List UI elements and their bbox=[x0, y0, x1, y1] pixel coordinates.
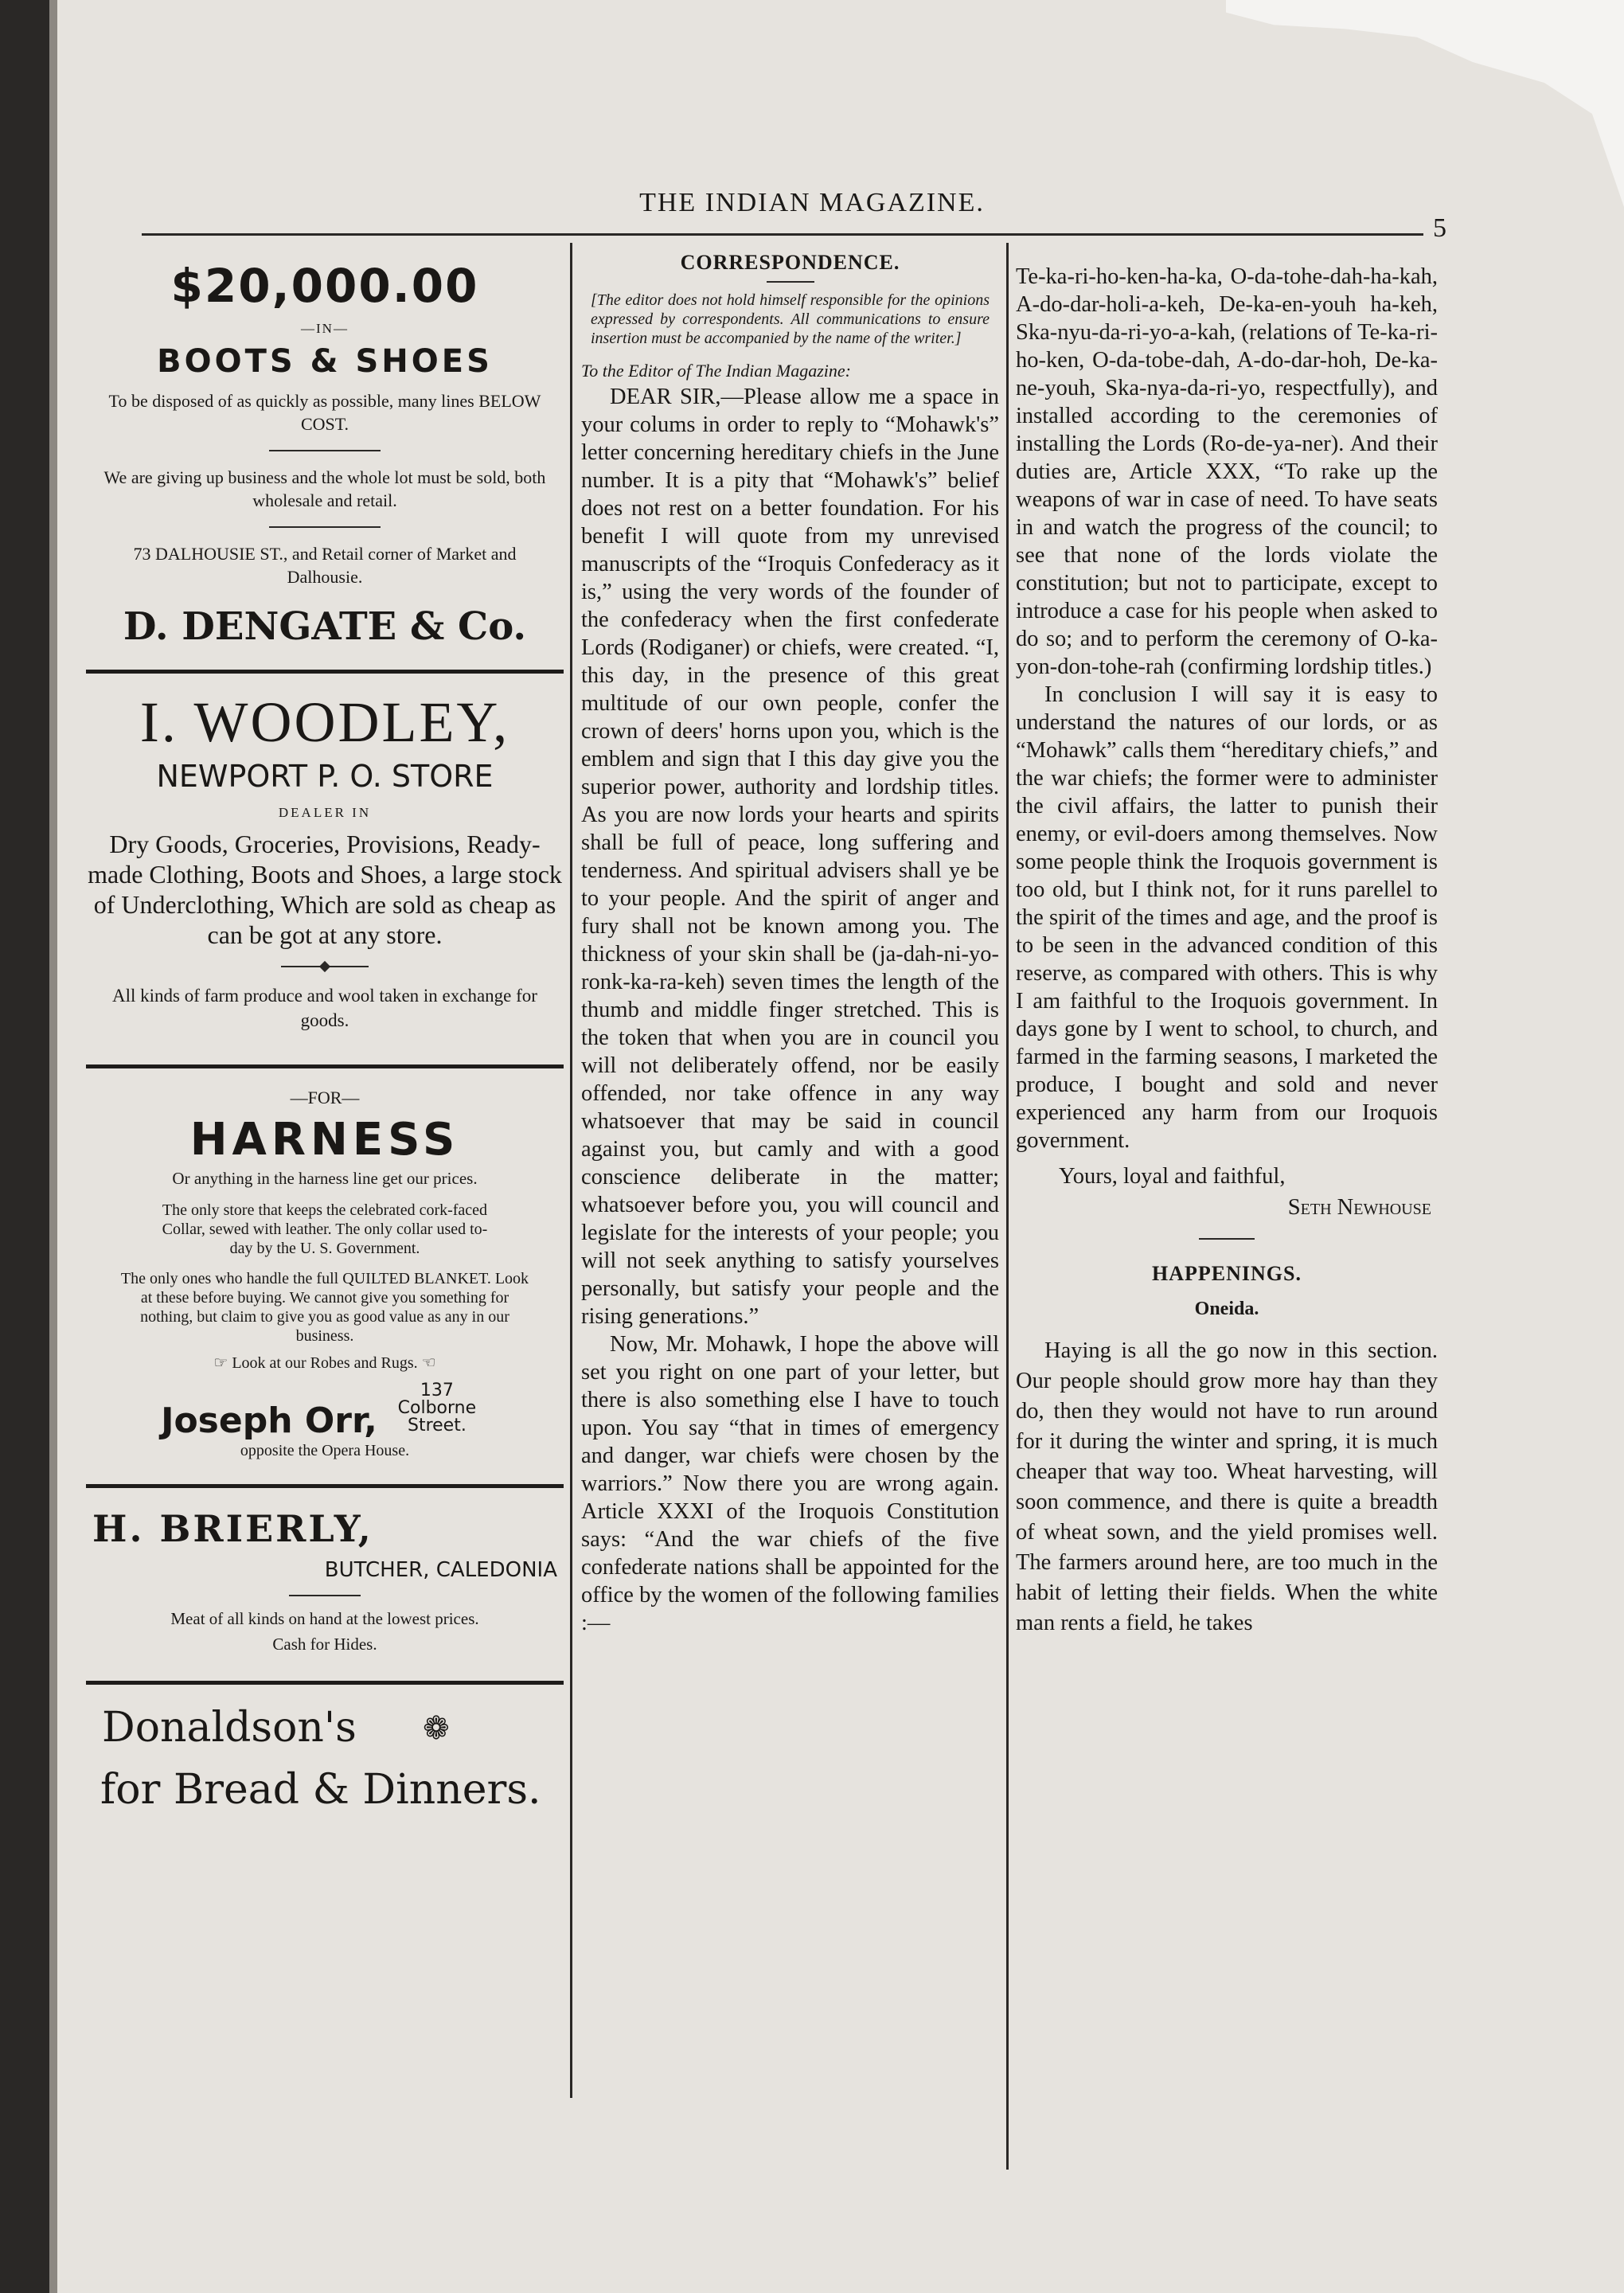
ad-separator bbox=[86, 1484, 564, 1488]
section-heading: CORRESPONDENCE. bbox=[680, 251, 900, 274]
ad-separator bbox=[86, 1681, 564, 1685]
ad-location: opposite the Opera House. bbox=[240, 1442, 410, 1459]
subheading: Oneida. bbox=[1194, 1299, 1259, 1319]
torn-corner bbox=[1226, 0, 1624, 207]
ad-text: Or anything in the harness line get our prices. bbox=[172, 1169, 478, 1188]
salutation: To the Editor of The Indian Magazine: bbox=[581, 361, 851, 381]
ad-text: 73 DALHOUSIE ST., and Retail corner of Market and Dalhousie. bbox=[133, 544, 517, 587]
ad-dealer: DEALER IN bbox=[278, 805, 372, 820]
ad-text: To be disposed of as quickly as possible, many lines BELOW COST. bbox=[108, 391, 541, 434]
ad-company: D. DENGATE & Co. bbox=[123, 604, 527, 649]
signature: Seth Newhouse bbox=[1287, 1195, 1431, 1220]
paragraph: Haying is all the go now in this section. Our people should grow more hay than they do, then they would not have to run around for it during the winter and spring, it is much cheaper that way too. Wheat harvesting, will soon commence, and there is quite a breadth of wheat sown, and the yield promises well. The farmers around here, are too much in the habit of letting their fields. When the white man rents a field, he takes bbox=[1016, 1338, 1438, 1635]
binding-edge bbox=[49, 0, 57, 2293]
paragraph: DEAR SIR,—Please allow me a space in your colums in order to reply to “Mohawk's” letter concerning hereditary chiefs in the June number. It is a pity that “Mohawk's” belief does not rest on a better foundation. For his benefit I will quote from my unrevised manuscripts of the “Iroquis Confederacy as it is,” using the very words of the founder of the confederacy when the first confederate Lords (Rodiganer) or chiefs, were created. “I, this day, in the presence of this great multitude of our own people, confer the crown of deers' horns upon you, which is the emblem and sign that I this day give you the superior power, authority and lordship titles. As you are now lords your hearts and spirits shall be full of peace, long suffering and tenderness. And spiritual advisers shall ye be to your people. And the spirit of anger and fury shall not be known among you. The thickness of your skin shall be (ja-dah-ni-yo-ronk-ka-ra-keh) seven times the length of the thumb and middle finger stretched. This is the token that when you are in council you will not deliberately offend, nor be easily offended, nor take offence in any way whatsoever that may be said in council against you, but camly and with a good conscience deliberate in the matter; whatsoever before you, you will council and legislate for the interests of your people; you will not seek anything to satisfy yourselves personally, but satisfy your people and the rising generations.” bbox=[581, 385, 999, 1329]
paragraph: Now, Mr. Mohawk, I hope the above will set you right on one part of your letter, but there is also something else I have to touch upon. You say “that in times of emergency and danger, war chiefs were chosen by the warriors.” Now there you are wrong again. Article XXXI of the Iroquois Constitution says: “And the war chiefs of the five confederate nations shall be appointed for the office by the women of the following families :— bbox=[581, 1332, 999, 1635]
header-rule bbox=[142, 233, 1423, 236]
happenings-body bbox=[1016, 1336, 1438, 1639]
ad-in: —IN— bbox=[301, 321, 349, 336]
ad-text: Cash for Hides. bbox=[272, 1635, 377, 1654]
section-heading: HAPPENINGS. bbox=[1152, 1262, 1302, 1285]
correspondence-column bbox=[581, 243, 999, 1637]
ad-name: I. WOODLEY, bbox=[139, 690, 510, 754]
ad-text: Meat of all kinds on hand at the lowest prices. bbox=[170, 1609, 479, 1628]
ad-note: All kinds of farm produce and wool taken in exchange for goods. bbox=[112, 986, 537, 1030]
divider bbox=[269, 526, 381, 528]
ad-trade: BUTCHER, CALEDONIA bbox=[324, 1558, 557, 1582]
paragraph: Te-ka-ri-ho-ken-ha-ka, O-da-tohe-dah-ha-kah, A-do-dar-holi-a-keh, De-ka-en-youh ha-keh, Ska-nyu-da-ri-yo-a-kah, (relations of Te-ka-ri-ho-ken, O-da-tobe-dah, A-do-dar-hoh, De-ka-ne-youh, Ska-nya-da-ri-yo, respectfully), and installed according to the ceremonies of installing the Lords (Ro-de-ya-ner). And their duties are, Article XXX, “To rake up the weapons of war in case of need. To have seats in and watch the progress of the council; to see that none of the lords violate the constitution; but not to participate, except to introduce a case for his people when asked to do so; and to perform the ceremony of O-ka-yon-don-tohe-rah (confirming lordship titles.) bbox=[1016, 264, 1438, 679]
ad-name-row bbox=[86, 1704, 564, 1752]
ad-text: We are giving up business and the whole lot must be sold, both wholesale and retail. bbox=[103, 467, 546, 510]
heading-rule bbox=[767, 281, 814, 283]
right-column bbox=[1016, 263, 1438, 1639]
advertisements-column bbox=[86, 243, 564, 1814]
divider bbox=[289, 1595, 361, 1596]
ad-text: The only store that keeps the celebrated cork-faced Collar, sewed with leather. The only collar used to-day by the U. S. Government. bbox=[162, 1201, 488, 1257]
ad-separator bbox=[86, 670, 564, 674]
donaldson-ad bbox=[86, 1704, 564, 1814]
ad-name: Joseph Orr, bbox=[161, 1400, 377, 1441]
ad-store: NEWPORT P. O. STORE bbox=[156, 759, 494, 794]
divider bbox=[1199, 1238, 1255, 1240]
page-number: 5 bbox=[1433, 213, 1446, 243]
magazine-title: THE INDIAN MAGAZINE. bbox=[639, 188, 985, 217]
letter-body bbox=[581, 383, 999, 1637]
ad-title: HARNESS bbox=[189, 1114, 460, 1166]
ad-signature-row bbox=[86, 1382, 564, 1441]
paragraph: In conclusion I will say it is easy to understand the natures of our lords, or as “Mohawk” calls them “hereditary chiefs,” and the war chiefs; the former were to administer the civil affairs, the latter to punish their enemy, or evil-doers among themselves. Now some people think the Iroquois government is too old, but I think not, for it runs parellel to the spirit of the times and age, and the proof is to be seen in the advanced condition of this reserve, as compared with others. This is why I am faithful to the Iroquois government. In days gone by I went to school, to church, and farmed in the farming seasons, I marketed the produce, I bought and sold and never experienced any harm from our Iroquois government. bbox=[1016, 682, 1438, 1153]
ad-name: H. BRIERLY, bbox=[92, 1507, 373, 1550]
ad-goods: Dry Goods, Groceries, Provisions, Ready-made Clothing, Boots and Shoes, a large stock of Underclothing, Which are sold as cheap as can be got at any store. bbox=[88, 830, 562, 949]
ad-text: The only ones who handle the full QUILTED BLANKET. Look at these before buying. We cannot give you something for nothing, but claim to give you as good value as any in our business. bbox=[120, 1270, 529, 1345]
ad-text: ☞ Look at our Robes and Rugs. ☜ bbox=[213, 1354, 436, 1372]
ad-tagline: for Bread & Dinners. bbox=[100, 1766, 541, 1814]
woodley-ad bbox=[86, 689, 564, 1033]
book-binding bbox=[0, 0, 49, 2293]
ad-separator bbox=[86, 1064, 564, 1068]
column-divider bbox=[570, 243, 572, 2098]
ad-name: Donaldson's bbox=[102, 1704, 357, 1752]
ornament-divider bbox=[281, 966, 369, 967]
letter-continuation bbox=[1016, 263, 1438, 1154]
ad-product: BOOTS & SHOES bbox=[157, 343, 493, 380]
boots-shoes-ad bbox=[86, 259, 564, 649]
column-divider bbox=[1006, 243, 1009, 2170]
ad-address: 137 Colborne Street. bbox=[397, 1381, 477, 1436]
ad-amount: $20,000.00 bbox=[170, 259, 479, 313]
harness-ad bbox=[86, 1086, 564, 1460]
closing: Yours, loyal and faithful, bbox=[1059, 1164, 1286, 1189]
brierly-ad bbox=[86, 1507, 564, 1654]
ad-for: —FOR— bbox=[290, 1088, 360, 1107]
ornament-star-icon: ❁ bbox=[423, 1709, 450, 1746]
divider bbox=[269, 450, 381, 451]
editor-disclaimer: [The editor does not hold himself responsible for the opinions expressed by correspondents. All communications to ensure insertion must be accompanied by the name of the writer.] bbox=[591, 291, 990, 347]
